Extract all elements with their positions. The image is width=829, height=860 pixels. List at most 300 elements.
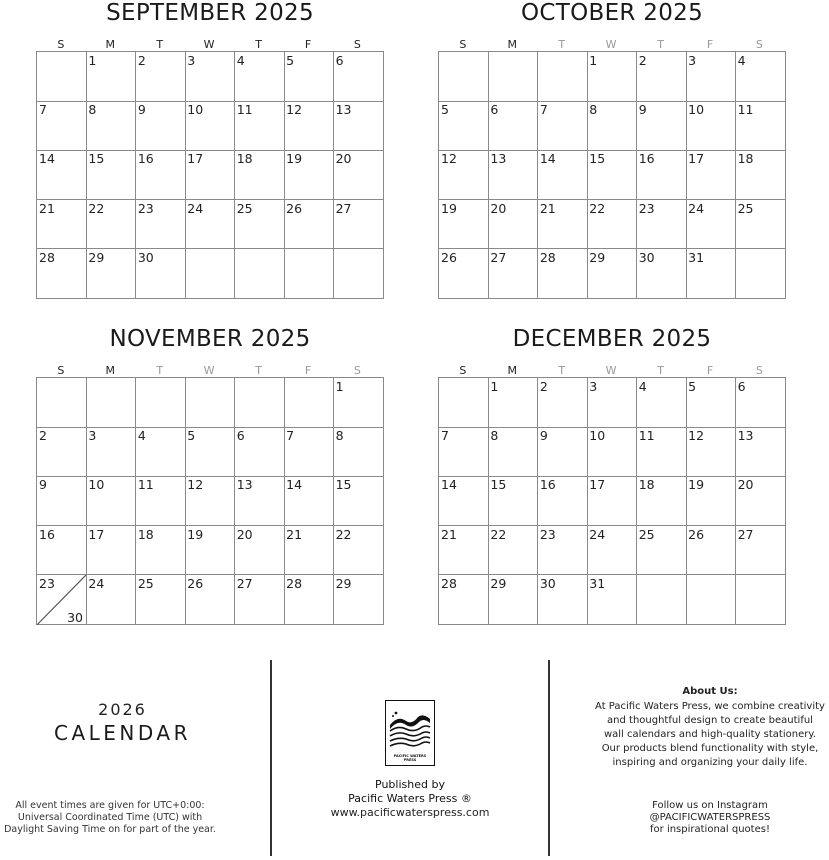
day-number: 15 [88, 151, 105, 167]
day-cell[interactable] [686, 101, 736, 151]
day-cell[interactable] [488, 575, 538, 625]
day-number: 26 [441, 249, 457, 265]
day-cell[interactable] [284, 526, 334, 576]
day-cell[interactable] [736, 476, 785, 526]
day-number: 15 [589, 151, 606, 167]
day-cell[interactable] [185, 427, 235, 477]
day-cell[interactable] [587, 200, 637, 250]
day-number: 26 [688, 526, 705, 542]
day-cell[interactable] [637, 249, 687, 299]
day-cell[interactable] [439, 378, 489, 428]
weekday-label: W [203, 38, 215, 51]
day-number: 11 [137, 477, 154, 493]
day-number: 13 [490, 151, 507, 167]
day-cell[interactable] [587, 526, 637, 576]
weekday-header [438, 364, 786, 378]
day-number: 12 [286, 102, 303, 118]
day-cell[interactable] [538, 101, 588, 151]
day-cell[interactable] [538, 476, 588, 526]
day-number: 7 [286, 428, 295, 444]
day-number: 21 [441, 526, 457, 542]
day-cell[interactable] [235, 575, 285, 625]
day-number: 19 [187, 526, 204, 542]
day-number: 20 [737, 477, 754, 493]
day-number: 13 [236, 477, 253, 493]
day-number: 22 [589, 200, 606, 216]
day-cell[interactable] [86, 101, 136, 151]
day-number: 4 [737, 53, 746, 68]
about-block [585, 685, 829, 770]
day-number: 11 [638, 428, 655, 444]
day-cell[interactable] [637, 427, 687, 477]
day-cell[interactable] [235, 150, 285, 200]
day-cell[interactable] [334, 476, 383, 526]
day-number: 16 [539, 477, 556, 493]
timezone-note [0, 800, 220, 836]
day-number: 17 [589, 477, 606, 493]
day-cell[interactable] [439, 52, 489, 102]
day-number: 4 [236, 53, 245, 68]
day-cell[interactable] [185, 378, 235, 428]
day-cell[interactable] [488, 526, 538, 576]
day-cell[interactable] [235, 427, 285, 477]
day-number: 1 [490, 379, 499, 394]
day-number: 31 [688, 249, 705, 265]
publisher-website[interactable]: www.pacificwaterspress.com [330, 806, 490, 819]
weekday-label: M [105, 364, 116, 377]
day-number: 22 [88, 200, 105, 216]
day-number: 14 [441, 477, 457, 493]
day-number: 24 [589, 526, 606, 542]
day-cell[interactable] [136, 526, 186, 576]
day-number: 8 [490, 428, 499, 444]
day-cell[interactable] [185, 249, 235, 299]
day-number: 21 [286, 526, 303, 542]
weekday-label: S [353, 364, 361, 377]
day-number: 27 [737, 526, 754, 542]
day-number: 24 [187, 200, 204, 216]
day-number: 5 [441, 102, 449, 118]
day-cell[interactable] [284, 575, 334, 625]
day-cell[interactable] [86, 476, 136, 526]
day-number: 12 [441, 151, 457, 167]
day-cell[interactable] [136, 575, 186, 625]
weekday-label: M [507, 364, 518, 377]
day-cell[interactable] [488, 200, 538, 250]
timezone-note-line: Universal Coordinated Time (UTC) with [17, 812, 203, 823]
day-cell[interactable] [686, 427, 736, 477]
month-title: SEPTEMBER 2025 [106, 0, 314, 26]
day-cell[interactable] [334, 200, 383, 250]
day-cell[interactable] [334, 150, 383, 200]
day-cell[interactable] [686, 200, 736, 250]
day-cell[interactable] [686, 150, 736, 200]
published-by-label: Published by [375, 778, 445, 791]
divider-left [270, 660, 272, 856]
day-cell[interactable] [284, 101, 334, 151]
day-number: 6 [236, 428, 245, 444]
weekday-label: F [706, 38, 714, 51]
day-cell[interactable] [538, 378, 588, 428]
day-number: 2 [539, 379, 548, 394]
day-number: 13 [335, 102, 352, 118]
day-number: 14 [286, 477, 303, 493]
day-cell[interactable] [637, 526, 687, 576]
day-cell[interactable] [136, 101, 186, 151]
day-cell[interactable] [736, 200, 785, 250]
day-cell[interactable] [86, 150, 136, 200]
day-cell[interactable] [136, 476, 186, 526]
day-number: 9 [539, 428, 548, 444]
day-cell[interactable] [136, 150, 186, 200]
day-cell[interactable] [439, 101, 489, 151]
day-number: 26 [187, 575, 204, 591]
weekday-label: M [507, 38, 518, 51]
day-number: 25 [137, 575, 154, 591]
timezone-note-line: All event times are given for UTC+0:00: [15, 800, 205, 811]
day-cell[interactable] [86, 575, 136, 625]
day-number: 1 [589, 53, 598, 68]
day-cell[interactable] [736, 52, 785, 102]
day-cell[interactable] [334, 427, 383, 477]
weekday-label: F [706, 364, 714, 377]
day-cell[interactable] [284, 249, 334, 299]
day-cell[interactable] [185, 150, 235, 200]
month-grid [36, 377, 384, 625]
month-title: DECEMBER 2025 [512, 326, 712, 352]
day-cell[interactable] [587, 427, 637, 477]
day-number: 28 [539, 249, 556, 265]
day-number: 24 [688, 200, 705, 216]
day-number: 2 [638, 53, 647, 68]
day-number: 6 [737, 379, 746, 394]
day-cell[interactable] [587, 52, 637, 102]
day-cell[interactable] [637, 200, 687, 250]
logo-caption [386, 754, 434, 762]
day-cell[interactable] [538, 526, 588, 576]
day-number: 21 [539, 200, 556, 216]
day-number: 8 [335, 428, 344, 444]
day-cell[interactable] [637, 52, 687, 102]
cover-year: 2026 [98, 700, 147, 719]
day-cell[interactable] [334, 575, 383, 625]
day-number: 18 [737, 151, 754, 167]
day-number: 5 [688, 379, 697, 394]
day-cell[interactable] [334, 378, 383, 428]
day-cell[interactable] [284, 200, 334, 250]
day-cell[interactable] [284, 378, 334, 428]
day-cell[interactable] [185, 200, 235, 250]
day-number: 3 [688, 53, 697, 68]
day-number: 18 [137, 526, 154, 542]
day-number: 17 [187, 151, 204, 167]
day-number: 30 [539, 575, 556, 591]
day-number: 7 [39, 102, 47, 118]
day-cell[interactable] [136, 249, 186, 299]
day-number: 7 [441, 428, 449, 444]
day-number: 8 [589, 102, 598, 118]
day-cell[interactable] [439, 526, 489, 576]
wave-logo-icon [388, 707, 432, 751]
day-cell[interactable] [637, 476, 687, 526]
day-cell[interactable] [538, 52, 588, 102]
day-cell[interactable] [235, 52, 285, 102]
day-cell[interactable] [86, 52, 136, 102]
day-number: 20 [236, 526, 253, 542]
day-number: 19 [441, 200, 457, 216]
day-number: 11 [737, 102, 754, 118]
day-cell[interactable] [235, 101, 285, 151]
day-cell[interactable] [136, 52, 186, 102]
day-cell[interactable] [686, 476, 736, 526]
day-number: 9 [39, 477, 47, 493]
weekday-label: M [105, 38, 116, 51]
day-cell[interactable] [37, 575, 87, 625]
day-number: 14 [539, 151, 556, 167]
day-number: 21 [39, 200, 55, 216]
weekday-label: T [255, 364, 262, 377]
weekday-label: S [57, 38, 65, 51]
day-cell[interactable] [37, 378, 87, 428]
day-cell[interactable] [185, 526, 235, 576]
day-number: 3 [88, 428, 97, 444]
publisher-name: Pacific Waters Press ® [348, 792, 472, 805]
weekday-label: S [755, 364, 763, 377]
day-cell[interactable] [736, 101, 785, 151]
weekday-label: T [657, 38, 664, 51]
day-number: 3 [187, 53, 196, 68]
day-cell[interactable] [37, 249, 87, 299]
weekday-label: F [304, 38, 312, 51]
day-number: 28 [286, 575, 303, 591]
social-block [610, 800, 810, 836]
day-number: 17 [688, 151, 705, 167]
day-cell[interactable] [587, 150, 637, 200]
day-cell[interactable] [736, 427, 785, 477]
day-number: 23 [638, 200, 655, 216]
day-cell[interactable] [637, 150, 687, 200]
day-cell[interactable] [235, 526, 285, 576]
day-cell[interactable] [686, 575, 736, 625]
day-cell[interactable] [439, 575, 489, 625]
weekday-label: S [459, 364, 467, 377]
day-cell[interactable] [587, 476, 637, 526]
day-number: 27 [335, 200, 352, 216]
day-cell[interactable] [488, 150, 538, 200]
publisher-block [300, 700, 520, 820]
day-number: 1 [335, 379, 344, 394]
day-cell[interactable] [136, 200, 186, 250]
day-number: 16 [638, 151, 655, 167]
day-cell[interactable] [284, 427, 334, 477]
day-number: 18 [236, 151, 253, 167]
day-cell[interactable] [284, 150, 334, 200]
day-number: 23 [539, 526, 556, 542]
day-cell[interactable] [185, 52, 235, 102]
day-cell[interactable] [37, 101, 87, 151]
day-number: 22 [490, 526, 507, 542]
day-number: 28 [39, 249, 55, 265]
day-cell[interactable] [185, 101, 235, 151]
day-number: 16 [137, 151, 154, 167]
timezone-note-line: Daylight Saving Time on for part of the year. [4, 824, 216, 835]
day-number: 4 [638, 379, 647, 394]
day-number: 15 [490, 477, 507, 493]
day-cell[interactable] [439, 427, 489, 477]
day-cell[interactable] [637, 378, 687, 428]
day-cell[interactable] [86, 526, 136, 576]
day-number: 27 [490, 249, 507, 265]
day-cell[interactable] [538, 575, 588, 625]
day-number: 2 [137, 53, 146, 68]
day-cell[interactable] [488, 101, 538, 151]
day-number: 9 [137, 102, 146, 118]
day-number: 10 [589, 428, 606, 444]
social-line: Follow us on Instagram [652, 800, 768, 811]
day-number: 9 [638, 102, 647, 118]
day-cell[interactable] [587, 101, 637, 151]
weekday-label: S [57, 364, 65, 377]
day-cell[interactable] [37, 200, 87, 250]
day-cell[interactable] [686, 249, 736, 299]
day-cell[interactable] [136, 378, 186, 428]
weekday-header [36, 364, 384, 378]
day-number: 2 [39, 428, 47, 444]
day-number: 25 [236, 200, 253, 216]
day-cell[interactable] [136, 427, 186, 477]
day-cell[interactable] [538, 150, 588, 200]
about-line: and thoughtful design to create beautiful [607, 715, 813, 726]
about-line: Our products blend functionality with style, [601, 743, 819, 754]
weekday-label: T [657, 364, 664, 377]
day-cell[interactable] [686, 52, 736, 102]
day-cell[interactable] [235, 200, 285, 250]
weekday-label: T [558, 364, 566, 377]
day-number: 12 [187, 477, 204, 493]
cover-title: CALENDAR [53, 721, 191, 745]
day-cell[interactable] [37, 526, 87, 576]
divider-right [548, 660, 550, 856]
day-cell[interactable] [587, 378, 637, 428]
about-title: About Us: [682, 686, 738, 697]
day-number: 14 [39, 151, 55, 167]
day-number: 29 [335, 575, 352, 591]
day-cell[interactable] [686, 378, 736, 428]
day-cell[interactable] [587, 575, 637, 625]
day-number: 10 [187, 102, 204, 118]
weekday-label: F [304, 364, 312, 377]
day-cell[interactable] [439, 249, 489, 299]
day-cell[interactable] [284, 476, 334, 526]
day-cell[interactable] [637, 575, 687, 625]
logo-caption-line: PRESS [403, 758, 417, 762]
day-cell[interactable] [488, 476, 538, 526]
weekday-label: W [605, 364, 617, 377]
day-cell[interactable] [235, 378, 285, 428]
day-cell[interactable] [334, 52, 383, 102]
day-number: 29 [88, 249, 105, 265]
day-cell[interactable] [538, 249, 588, 299]
day-cell[interactable] [185, 575, 235, 625]
day-cell[interactable] [736, 249, 785, 299]
day-cell[interactable] [736, 575, 785, 625]
cover-block [0, 700, 245, 745]
day-cell[interactable] [587, 249, 637, 299]
day-cell[interactable] [334, 249, 383, 299]
day-cell[interactable] [439, 150, 489, 200]
day-cell[interactable] [86, 200, 136, 250]
day-cell[interactable] [488, 378, 538, 428]
day-cell[interactable] [488, 52, 538, 102]
day-cell[interactable] [637, 101, 687, 151]
day-cell[interactable] [439, 476, 489, 526]
day-number: 19 [286, 151, 303, 167]
month-title: OCTOBER 2025 [520, 0, 704, 26]
day-number: 22 [335, 526, 352, 542]
day-number: 26 [286, 200, 303, 216]
day-number: 30 [638, 249, 655, 265]
publisher-logo [385, 700, 435, 766]
day-cell[interactable] [736, 150, 785, 200]
about-line: inspiring and organizing your daily life. [612, 757, 808, 768]
month-grid [438, 51, 786, 299]
day-cell[interactable] [86, 427, 136, 477]
weekday-label: S [459, 38, 467, 51]
day-number: 12 [688, 428, 705, 444]
month-grid [36, 51, 384, 299]
weekday-label: W [203, 364, 215, 377]
weekday-label: S [353, 38, 361, 51]
day-cell[interactable] [37, 52, 87, 102]
day-number: 25 [638, 526, 655, 542]
instagram-handle[interactable]: @PACIFICWATERSPRESS [649, 812, 771, 823]
day-cell[interactable] [538, 427, 588, 477]
day-cell[interactable] [37, 150, 87, 200]
day-cell[interactable] [37, 476, 87, 526]
day-cell[interactable] [736, 378, 785, 428]
day-cell[interactable] [334, 101, 383, 151]
about-line: At Pacific Waters Press, we combine creativity [595, 701, 825, 712]
day-number: 16 [39, 526, 55, 542]
about-line: wall calendars and high-quality stationery. [603, 729, 817, 740]
day-number: 18 [638, 477, 655, 493]
day-cell[interactable] [86, 378, 136, 428]
day-number: 11 [236, 102, 253, 118]
day-cell[interactable] [538, 200, 588, 250]
day-cell[interactable] [86, 249, 136, 299]
day-number: 5 [286, 53, 295, 68]
day-cell[interactable] [185, 476, 235, 526]
day-number: 10 [88, 477, 105, 493]
day-cell[interactable] [488, 249, 538, 299]
day-number: 6 [335, 53, 344, 68]
day-number: 30 [137, 249, 154, 265]
day-cell[interactable] [488, 427, 538, 477]
day-cell[interactable] [439, 200, 489, 250]
day-cell[interactable] [686, 526, 736, 576]
day-number: 17 [88, 526, 105, 542]
day-number: 20 [335, 151, 352, 167]
day-cell[interactable] [235, 249, 285, 299]
day-cell[interactable] [235, 476, 285, 526]
day-cell[interactable] [736, 526, 785, 576]
day-cell[interactable] [284, 52, 334, 102]
day-cell[interactable] [334, 526, 383, 576]
day-number: 25 [737, 200, 754, 216]
day-cell[interactable] [37, 427, 87, 477]
month-title: NOVEMBER 2025 [109, 326, 311, 352]
day-number: 20 [490, 200, 507, 216]
